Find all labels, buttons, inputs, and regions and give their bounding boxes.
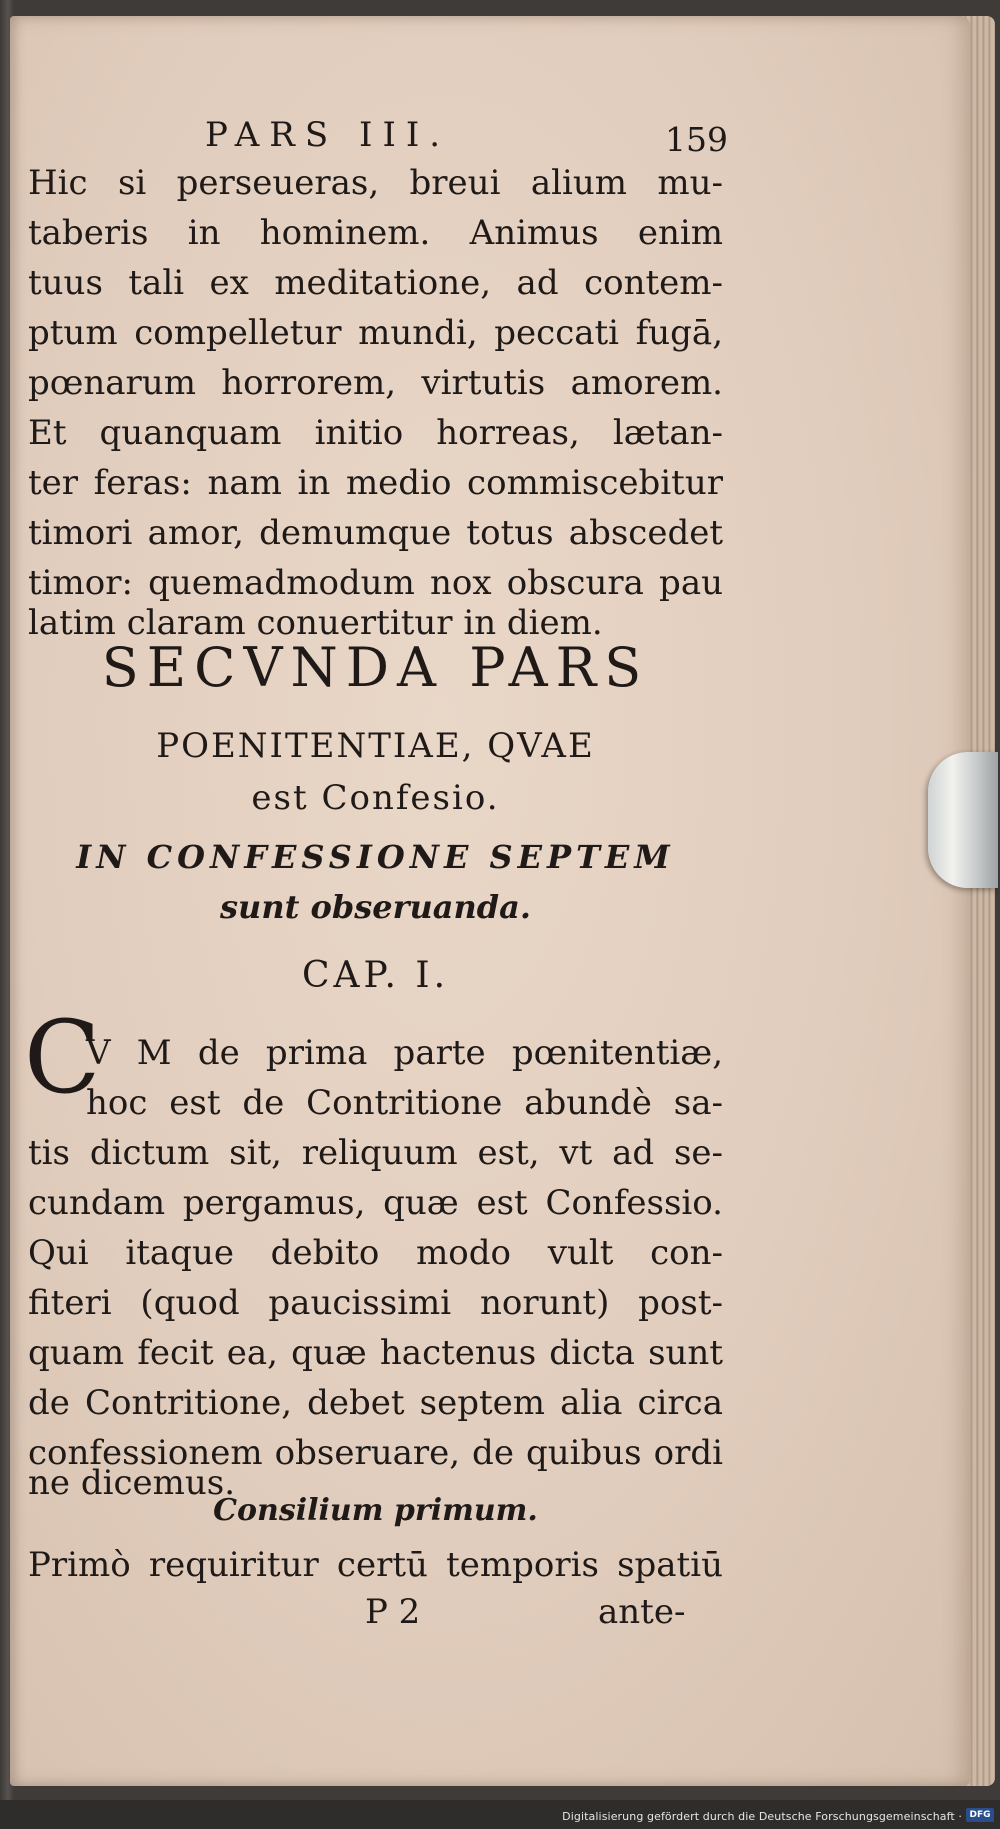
text-line: V M de prima parte pœnitentiæ, <box>86 1033 723 1073</box>
text-line: tis dictum sit, reliquum est, vt ad se- <box>28 1133 723 1173</box>
text-line: fiteri (quod paucissimi norunt) post- <box>28 1283 723 1323</box>
text-line: tuus tali ex meditatione, ad contem- <box>28 263 723 303</box>
text-line: ter feras: nam in medio commiscebitur <box>28 463 723 503</box>
section-subheading: est Confesio. <box>251 778 500 818</box>
text-line: ptum compelletur mundi, peccati fugā, <box>28 313 723 353</box>
text-line: ne dicemus. <box>28 1463 236 1503</box>
text-line: hoc est de Contritione abundè sa- <box>86 1083 723 1123</box>
section-heading: SECVNDA PARS <box>101 636 650 699</box>
italic-heading: IN CONFESSIONE SEPTEM <box>76 838 675 876</box>
text-line: timori amor, demumque totus abscedet <box>28 513 723 553</box>
text-line: timor: quemadmodum nox obscura pau <box>28 563 723 603</box>
page-number: 159 <box>665 120 728 159</box>
text-line: cundam pergamus, quæ est Confessio. <box>28 1183 723 1223</box>
page-clip <box>928 752 998 888</box>
signature-mark: P 2 <box>365 1592 421 1632</box>
text-line: taberis in hominem. Animus enim <box>28 213 723 253</box>
section-subheading: POENITENTIAE, QVAE <box>156 726 595 766</box>
text-line: Et quanquam initio horreas, lætan- <box>28 413 723 453</box>
text-line: de Contritione, debet septem alia circa <box>28 1383 723 1423</box>
catchword: ante- <box>598 1592 686 1632</box>
drop-capital: C <box>24 999 101 1116</box>
text-line: Hic si perseueras, breui alium mu- <box>28 163 723 203</box>
text-line: latim claram conuertitur in diem. <box>28 603 603 643</box>
subheading: Consilium primum. <box>213 1493 538 1528</box>
text-line: pœnarum horrorem, virtutis amorem. <box>28 363 723 403</box>
italic-heading: sunt obseruanda. <box>220 888 531 926</box>
text-line: confessionem obseruare, de quibus ordi <box>28 1433 723 1473</box>
text-line: quam fecit ea, quæ hactenus dicta sunt <box>28 1333 723 1373</box>
dfg-logo: DFG <box>966 1808 994 1822</box>
chapter-heading: CAP. I. <box>301 955 450 996</box>
text-line: Primò requiritur certū temporis spatiū <box>28 1545 723 1585</box>
text-line: Qui itaque debito modo vult con- <box>28 1233 723 1273</box>
digitization-credit: Digitalisierung gefördert durch die Deutsche Forschungsgemeinschaft · <box>562 1810 962 1823</box>
running-head: PARS III. <box>205 115 451 155</box>
